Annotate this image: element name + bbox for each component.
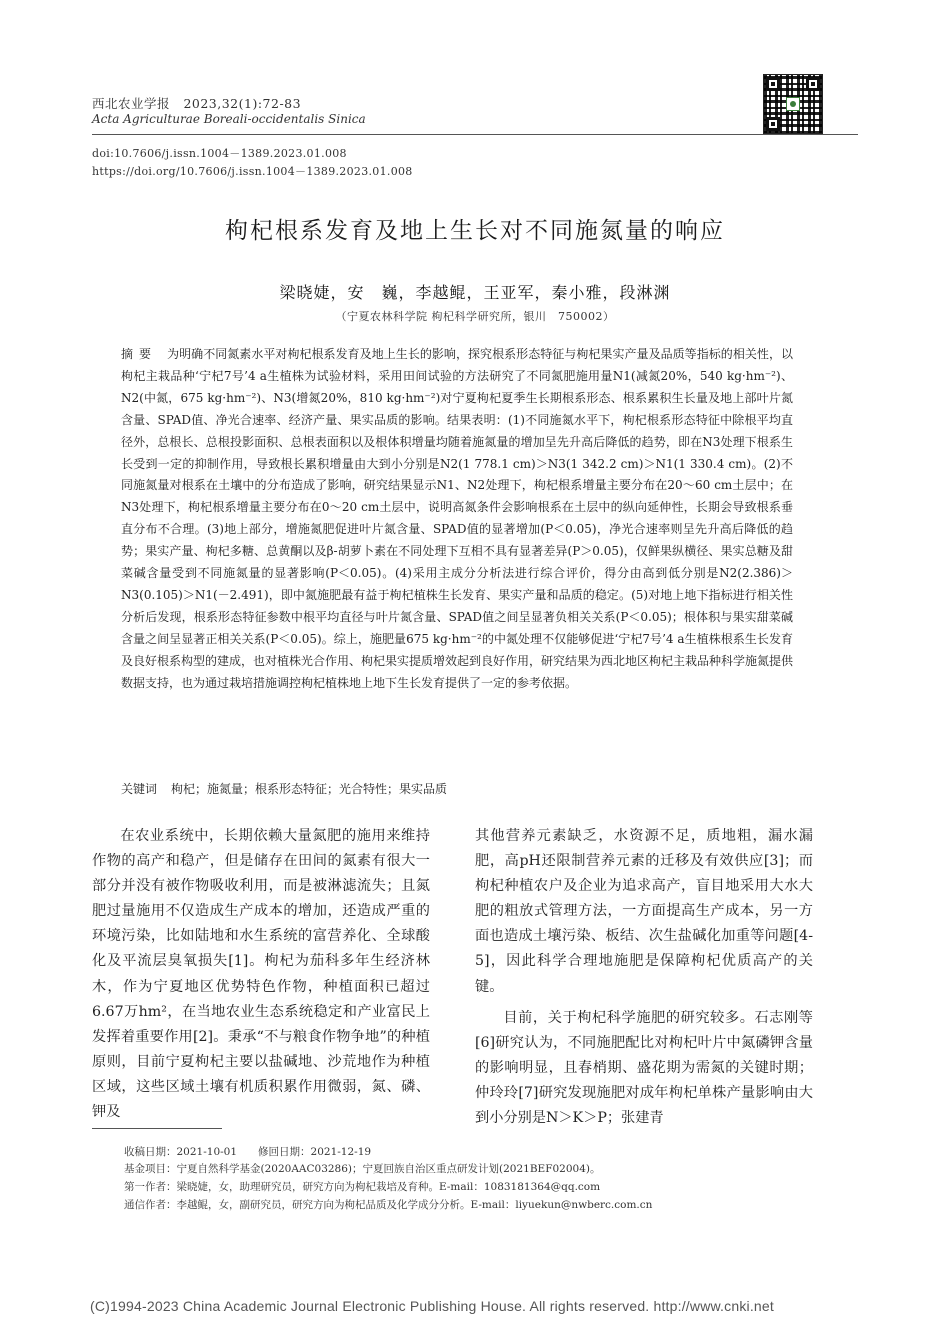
qr-code-icon bbox=[763, 74, 823, 134]
qr-corner bbox=[806, 77, 820, 91]
paragraph: 目前，关于枸杞科学施肥的研究较多。石志刚等[6]研究认为，不同施肥配比对枸杞叶片中氮磷钾含量的影响明显，且春梢期、盛花期为需氮的关键时期；仲玲玲[7]研究发现施肥对成年枸杞单株产量影响由大到小分别是N＞K＞P；张建青 bbox=[475, 1009, 813, 1127]
authors: 梁晓婕，安 巍，李越鲲，王亚军，秦小雅，段淋渊 bbox=[279, 283, 671, 302]
abstract-label: 摘要 bbox=[121, 347, 158, 361]
footnote-rule bbox=[92, 1128, 222, 1129]
journal-header bbox=[92, 94, 301, 112]
affiliation: （宁夏农林科学院 枸杞科学研究所，银川 750002） bbox=[335, 310, 615, 323]
keywords bbox=[121, 780, 793, 797]
paragraph: 其他营养元素缺乏，水资源不足，质地粗，漏水漏肥，高pH还限制营养元素的迁移及有效供应[3]；而枸杞种植农户及企业为追求高产，盲目地采用大水大肥的粗放式管理方法，一方面提高生产成本，另一方面也造成土壤污染、板结、次生盐碱化加重等问题[4-5]，因此科学合理地施肥是保障枸杞优质高产的关键。 bbox=[475, 828, 813, 995]
body-right-column bbox=[475, 824, 813, 1131]
paragraph: 在农业系统中，长期依赖大量氮肥的施用来维持作物的高产和稳产，但是储存在田间的氮素有很大一部分并没有被作物吸收利用，而是被淋滤流失；且氮肥过量施用不仅造成生产成本的增加，还造成严重的环境污染，比如陆地和水生系统的富营养化、全球酸化及平流层臭氧损失[1]。枸杞为茄科多年生经济林木，作为宁夏地区优势特色作物，种植面积已超过6.67万hm²，在当地农业生态系统稳定和产业富民上发挥着重要作用[2]。秉承“不与粮食作物争地”的种植原则，目前宁夏枸杞主要以盐碱地、沙荒地作为种植区域，这些区域土壤有机质积累作用微弱，氮、磷、钾及 bbox=[92, 828, 430, 1121]
paper-title: 枸杞根系发育及地上生长对不同施氮量的响应 bbox=[225, 218, 725, 244]
journal-name-en: Acta Agriculturae Boreali-occidentalis Sinica bbox=[92, 112, 366, 126]
qr-corner bbox=[766, 117, 780, 131]
footnote-corresponding: 通信作者：李越鲲，女，副研究员，研究方向为枸杞品质及化学成分分析。E-mail：liyuekun@nwberc.com.cn bbox=[124, 1199, 653, 1211]
qr-corner bbox=[766, 77, 780, 91]
abstract bbox=[121, 344, 793, 695]
keywords-label: 关键词 bbox=[121, 782, 158, 796]
header-rule bbox=[92, 134, 858, 135]
doi-line: doi:10.7606/j.issn.1004－1389.2023.01.008 bbox=[92, 147, 347, 160]
keywords-text: 枸杞；施氮量；根系形态特征；光合特性；果实品质 bbox=[171, 782, 448, 796]
journal-name-cn: 西北农业学报 bbox=[92, 96, 171, 111]
body-left-column bbox=[92, 824, 430, 1125]
footnote-first-author: 第一作者：梁晓婕，女，助理研究员，研究方向为枸杞栽培及育种。E-mail：1083181364@qq.com bbox=[124, 1181, 601, 1193]
journal-volume: 2023,32(1):72-83 bbox=[183, 96, 302, 111]
footnote-fund: 基金项目：宁夏自然科学基金(2020AAC03286)；宁夏回族自治区重点研发计划(2021BEF02004)。 bbox=[124, 1163, 601, 1175]
doi-url[interactable]: https://doi.org/10.7606/j.issn.1004－1389.2023.01.008 bbox=[92, 165, 413, 178]
footnote-received: 收稿日期：2021-10-01 修回日期：2021-12-19 bbox=[124, 1146, 372, 1158]
qr-logo-icon bbox=[786, 97, 800, 111]
copyright-line: (C)1994-2023 China Academic Journal Electronic Publishing House. All rights reserved. http://www.cnki.net bbox=[90, 1298, 774, 1314]
abstract-text: 为明确不同氮素水平对枸杞根系发育及地上生长的影响，探究根系形态特征与枸杞果实产量及品质等指标的相关性，以枸杞主栽品种‘宁杞7号’4 a生植株为试验材料，采用田间试验的方法研究了不同氮肥施用量N1(减氮20%，540 kg·hm⁻²)、N2(中氮，675 kg·hm⁻²)、N3(增氮20%，810 kg·hm⁻²)对宁夏枸杞夏季生长期根系形态、根系累积生长量及地上部叶片氮含量、SPAD值、净光合速率、经济产量、果实品质的影响。结果表明：(1)不同施氮水平下，枸杞根系形态特征中除根平均直径外，总根长、总根投影面积、总根表面积以及根体积增量均随着施氮量的增加呈先升高后降低的趋势，即在N3处理下根系生长受到一定的抑制作用，导致根长累积增量由大到小分别是N2(1 778.1 cm)＞N3(1 342.2 cm)＞N1(1 330.4 cm)。(2)不同施氮量对根系在土壤中的分布造成了影响，研究结果显示N1、N2处理下，枸杞根系增量主要分布在20～60 cm土层中；在N3处理下，枸杞根系增量主要分布在0～20 cm土层中，说明高氮条件会影响根系在土层中的纵向延伸性，长期会导致根系垂直分布不合理。(3)地上部分，增施氮肥促进叶片氮含量、SPAD值的显著增加(P＜0.05)，净光合速率则呈先升高后降低的趋势；果实产量、枸杞多糖、总黄酮以及β-胡萝卜素在不同处理下互相不具有显著差异(P＞0.05)，仅鲜果纵横径、果实总糖及甜菜碱含量受到不同施氮量的显著影响(P＜0.05)。(4)采用主成分分析法进行综合评价，得分由高到低分别是N2(2.386)＞N3(0.105)＞N1(－2.491)，即中氮施肥最有益于枸杞植株生长发育、果实产量和品质的稳定。(5)对地上地下指标进行相关性分析后发现，根系形态特征参数中根平均直径与叶片氮含量、SPAD值之间呈显著负相关关系(P＜0.05)；根体积与果实甜菜碱含量之间呈显著正相关关系(P＜0.05)。综上，施肥量675 kg·hm⁻²的中氮处理不仅能够促进‘宁杞7号’4 a生植株根系生长发育及良好根系构型的建成，也对植株光合作用、枸杞果实提质增效起到良好作用，研究结果为西北地区枸杞主栽品种科学施氮提供数据支持，也为通过栽培措施调控枸杞植株地上地下生长发育提供了一定的参考依据。 bbox=[121, 347, 794, 690]
